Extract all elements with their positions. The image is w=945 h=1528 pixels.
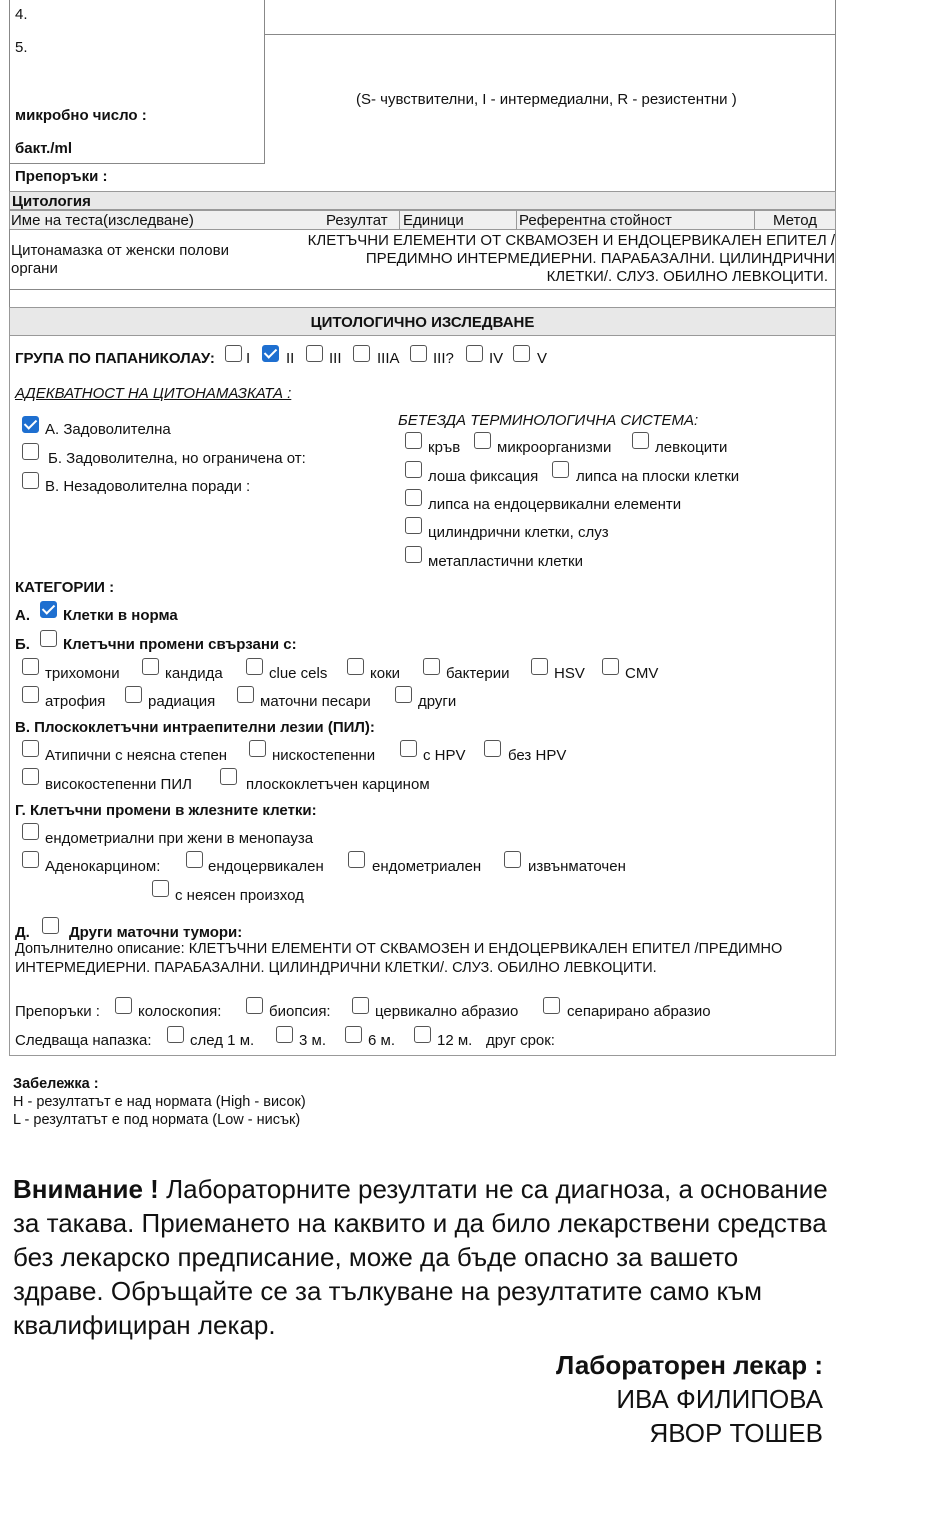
warning-paragraph (13, 1172, 833, 1342)
adequacy-checkbox-a[interactable] (22, 416, 39, 433)
pap-label-iv: IV (489, 350, 504, 367)
additional-description-line1: Допълнително описание: КЛЕТЪЧНИ ЕЛЕМЕНТИ ОТ СКВАМОЗЕН И ЕНДОЦЕРВИКАЛЕН ЕПИТЕЛ /ПРЕДИМНО (15, 941, 783, 957)
cat-v-checkbox-with-hpv[interactable] (400, 740, 417, 757)
pap-label-iii: III (329, 350, 342, 367)
cat-v-label-without-hpv: без HPV (508, 747, 567, 764)
cytology-columns-header (9, 210, 836, 230)
cytology-section-title: Цитология (12, 193, 91, 210)
test-name-line2: органи (11, 260, 58, 277)
cat-b-label-bacteria: бактерии (446, 665, 510, 682)
cat-b-checkbox-atrophy[interactable] (22, 686, 39, 703)
pap-label: ГРУПА ПО ПАПАНИКОЛАУ: (15, 350, 215, 367)
cat-b-label-radiation: радиация (148, 693, 216, 710)
cat-b-label-other: други (418, 693, 457, 710)
rec-label-separate-abrasion: сепарирано абразио (567, 1003, 711, 1020)
pap-checkbox-ii[interactable] (262, 345, 279, 362)
rec-checkbox-biopsy[interactable] (246, 997, 263, 1014)
cat-b-checkbox-bacteria[interactable] (423, 658, 440, 675)
categories-title: КАТЕГОРИИ : (15, 579, 115, 596)
pap-checkbox-iiia[interactable] (353, 345, 370, 362)
next-checkbox-1m[interactable] (167, 1026, 184, 1043)
cat-b-checkbox-clue[interactable] (246, 658, 263, 675)
cat-v-label-with-hpv: с HPV (423, 747, 466, 764)
column-reference: Референтна стойност (519, 212, 672, 229)
bethesda-checkbox-cylindrical[interactable] (405, 517, 422, 534)
bethesda-label-no-endocervical: липса на ендоцервикални елементи (428, 496, 682, 513)
cat-v-checkbox-without-hpv[interactable] (484, 740, 501, 757)
rec-checkbox-colposcopy[interactable] (115, 997, 132, 1014)
column-divider (516, 211, 517, 230)
cat-v-checkbox-low-grade[interactable] (249, 740, 266, 757)
bethesda-label-cylindrical: цилиндрични клетки, слуз (428, 524, 609, 541)
exam-title: ЦИТОЛОГИЧНО ИЗСЛЕДВАНЕ (310, 314, 535, 331)
border-mid-top (264, 0, 265, 164)
cat-v-label-high-grade: високостепенни ПИЛ (45, 776, 192, 793)
bethesda-label-no-squamous: липса на плоски клетки (576, 468, 740, 485)
cat-b-checkbox-cocci[interactable] (347, 658, 364, 675)
cat-g-label-extrauterine: извънматочен (528, 858, 626, 875)
cat-b-label-trichomonas: трихомони (45, 665, 120, 682)
cat-b-label-cocci: коки (370, 665, 401, 682)
bethesda-title: БЕТЕЗДА ТЕРМИНОЛОГИЧНА СИСТЕМА: (398, 412, 699, 429)
cat-b-prefix: Б. (15, 636, 30, 653)
rec-label-biopsy: биопсия: (269, 1003, 331, 1020)
cat-a-prefix: А. (15, 607, 30, 624)
pap-label-iii-q: III? (433, 350, 454, 367)
adequacy-title: АДЕКВАТНОСТ НА ЦИТОНАМАЗКАТА : (15, 385, 292, 402)
bethesda-checkbox-bad-fixation[interactable] (405, 461, 422, 478)
cat-d-label: Други маточни тумори: (69, 924, 243, 941)
pap-checkbox-i[interactable] (225, 345, 242, 362)
adequacy-checkbox-v[interactable] (22, 472, 39, 489)
cat-g-checkbox-extrauterine[interactable] (504, 851, 521, 868)
result-line3: КЛЕТКИ/. СЛУЗ. ОБИЛНО ЛЕВКОЦИТИ. (546, 268, 828, 285)
warning-text: Лабораторните резултати не са диагноза, а основание за такава. Приемането на каквито и да било лекарствени средства без лекарско предписание, може да бъде опасно за вашето здраве. Обръщайте се за тълкуване на резултатите само към квалифициран лекар. (13, 1174, 828, 1340)
bethesda-label-microorganisms: микроорганизми (497, 439, 612, 456)
bethesda-checkbox-blood[interactable] (405, 432, 422, 449)
next-checkbox-3m[interactable] (276, 1026, 293, 1043)
column-divider (399, 211, 400, 230)
cat-b-label: Клетъчни промени свързани с: (63, 636, 297, 653)
exam-header (9, 307, 836, 336)
column-test-name: Име на теста(изследване) (11, 212, 194, 229)
next-label-12m: 12 м. (437, 1032, 473, 1049)
result-line2: ПРЕДИМНО ИНТЕРМЕДИЕРНИ. ПАРАБАЗАЛНИ. ЦИЛИНДРИЧНИ (365, 250, 835, 267)
cat-g-label-endocervical: ендоцервикален (208, 858, 324, 875)
next-checkbox-12m[interactable] (414, 1026, 431, 1043)
bethesda-checkbox-metaplastic[interactable] (405, 546, 422, 563)
adequacy-label-v: В. Незадоволителна поради : (45, 478, 251, 495)
cat-g-checkbox-adenocarcinoma[interactable] (22, 851, 39, 868)
bethesda-label-leukocytes: левкоцити (655, 439, 728, 456)
row-divider (9, 163, 265, 164)
micro-unit: бакт./ml (15, 140, 72, 157)
cat-g-label: Г. Клетъчни промени в жлезните клетки: (15, 802, 317, 819)
row-number-5: 5. (15, 39, 28, 56)
signature-doctor-1: ИВА ФИЛИПОВА (616, 1384, 823, 1414)
pap-label-v: V (537, 350, 548, 367)
pap-checkbox-iii[interactable] (306, 345, 323, 362)
row-divider (264, 34, 836, 35)
exam-recommendations-label: Препоръки : (15, 1003, 100, 1020)
cat-v-label-low-grade: нискостепенни (272, 747, 376, 764)
cat-b-label-hsv: HSV (554, 665, 585, 682)
additional-description-line2: ИНТЕРМЕДИЕРНИ. ПАРАБАЗАЛНИ. ЦИЛИНДРИЧНИ КЛЕТКИ/. СЛУЗ. ОБИЛНО ЛЕВКОЦИТИ. (15, 960, 657, 976)
column-units: Единици (403, 212, 464, 229)
cat-d-checkbox[interactable] (42, 917, 59, 934)
bethesda-label-blood: кръв (428, 439, 461, 456)
column-result: Резултат (326, 212, 388, 229)
rec-checkbox-separate-abrasion[interactable] (543, 997, 560, 1014)
pap-label-i: I (246, 350, 251, 367)
next-checkbox-6m[interactable] (345, 1026, 362, 1043)
adequacy-checkbox-b[interactable] (22, 443, 39, 460)
column-divider (754, 211, 755, 230)
warning-bold: Внимание ! (13, 1174, 159, 1204)
bethesda-label-bad-fixation: лоша фиксация (428, 468, 539, 485)
result-line1: КЛЕТЪЧНИ ЕЛЕМЕНТИ ОТ СКВАМОЗЕН И ЕНДОЦЕРВИКАЛЕН ЕПИТЕЛ / (307, 232, 835, 249)
adequacy-label-b: Б. Задоволителна, но ограничена от: (48, 450, 306, 467)
cat-b-label-cmv: CMV (625, 665, 659, 682)
pap-label-ii: II (286, 350, 295, 367)
bethesda-checkbox-no-squamous[interactable] (552, 461, 569, 478)
cat-b-checkbox-other[interactable] (395, 686, 412, 703)
sensitivity-note: (S- чувствителни, I - интермедиални, R - резистентни ) (356, 91, 737, 108)
note-high: H - резултатът е над нормата (High - висок) (13, 1094, 306, 1110)
cat-b-checkbox[interactable] (40, 630, 57, 647)
cat-a-checkbox[interactable] (40, 601, 57, 618)
row-divider (9, 289, 836, 290)
border-left-mid (9, 229, 10, 309)
cat-g-label-endometrial-menopause: ендометриални при жени в менопауза (45, 830, 314, 847)
cat-g-checkbox-endocervical[interactable] (186, 851, 203, 868)
cat-b-checkbox-hsv[interactable] (531, 658, 548, 675)
bethesda-label-metaplastic: метапластични клетки (428, 553, 583, 570)
cat-d-prefix: Д. (15, 924, 30, 941)
row-number-4: 4. (15, 6, 28, 23)
cat-b-label-candida: кандида (165, 665, 223, 682)
cat-g-checkbox-unknown-origin[interactable] (152, 880, 169, 897)
test-name-line1: Цитонамазка от женски полови (11, 242, 229, 259)
bethesda-checkbox-no-endocervical[interactable] (405, 489, 422, 506)
column-method: Метод (773, 212, 817, 229)
pap-checkbox-iv[interactable] (466, 345, 483, 362)
cat-v-checkbox-carcinoma[interactable] (220, 768, 237, 785)
note-title: Забележка : (13, 1076, 99, 1092)
cat-g-label-endometrial: ендометриален (372, 858, 482, 875)
cat-b-checkbox-candida[interactable] (142, 658, 159, 675)
signature-title: Лабораторен лекар : (555, 1350, 823, 1380)
micro-count-label: микробно число : (15, 107, 147, 124)
cat-b-checkbox-radiation[interactable] (125, 686, 142, 703)
cat-g-checkbox-endometrial[interactable] (348, 851, 365, 868)
next-label-1m: след 1 м. (190, 1032, 255, 1049)
cat-b-label-pessary: маточни песари (260, 693, 371, 710)
next-visit-label: Следваща напазка: (15, 1032, 152, 1049)
cat-b-checkbox-trichomonas[interactable] (22, 658, 39, 675)
rec-label-cervical-abrasion: цервикално абразио (375, 1003, 519, 1020)
next-label-6m: 6 м. (368, 1032, 395, 1049)
cat-v-label-carcinoma: плоскоклетъчен карцином (246, 776, 430, 793)
pap-label-iiia: IIIA (377, 350, 400, 367)
bethesda-checkbox-leukocytes[interactable] (632, 432, 649, 449)
pap-checkbox-iii-q[interactable] (410, 345, 427, 362)
cat-v-label-atypical: Атипични с неясна степен (45, 747, 228, 764)
cat-v-checkbox-high-grade[interactable] (22, 768, 39, 785)
next-label-other-term: друг срок: (486, 1032, 555, 1049)
cytology-section-header (9, 191, 836, 210)
cat-v-label: В. Плоскоклетъчни интраепителни лезии (ПИЛ): (15, 719, 375, 736)
bethesda-checkbox-microorganisms[interactable] (474, 432, 491, 449)
note-low: L - резултатът е под нормата (Low - нисък) (13, 1112, 301, 1128)
cat-b-checkbox-pessary[interactable] (237, 686, 254, 703)
adequacy-label-a: А. Задоволителна (45, 421, 171, 438)
cat-g-checkbox-endometrial-menopause[interactable] (22, 823, 39, 840)
cat-b-label-atrophy: атрофия (45, 693, 106, 710)
signature-doctor-2: ЯВОР ТОШЕВ (649, 1418, 823, 1448)
recommendations-label: Препоръки : (15, 168, 108, 185)
cat-b-checkbox-cmv[interactable] (602, 658, 619, 675)
cat-v-checkbox-atypical[interactable] (22, 740, 39, 757)
rec-checkbox-cervical-abrasion[interactable] (352, 997, 369, 1014)
cat-b-label-clue: clue cels (269, 665, 328, 682)
pap-checkbox-v[interactable] (513, 345, 530, 362)
cat-g-label-adenocarcinoma: Аденокарцином: (45, 858, 161, 875)
rec-label-colposcopy: колоскопия: (138, 1003, 222, 1020)
next-label-3m: 3 м. (299, 1032, 326, 1049)
cat-g-label-unknown-origin: с неясен произход (175, 887, 304, 904)
cat-a-label: Клетки в норма (63, 607, 178, 624)
